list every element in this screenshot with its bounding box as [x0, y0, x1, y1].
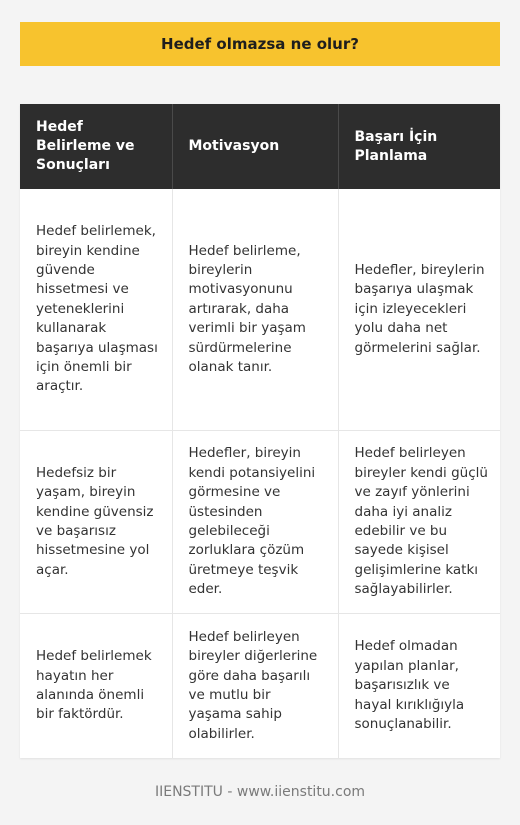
info-table [20, 104, 500, 758]
table-cell: Hedef belirleme, bireylerin motivasyonunu artırarak, daha verimli bir yaşam sürdürmelerine olanak tanır. [172, 189, 338, 431]
page-title: Hedef olmazsa ne olur? [20, 22, 500, 66]
table-cell: Hedefsiz bir yaşam, bireyin kendine güvensiz ve başarısız hissetmesine yol açar. [20, 431, 172, 614]
table-cell: Hedef belirleyen bireyler diğerlerine göre daha başarılı ve mutlu bir yaşama sahip olabilirler. [172, 614, 338, 759]
column-header-goal-setting: Hedef Belirleme ve Sonuçları [20, 104, 172, 189]
table-cell: Hedefler, bireyin kendi potansiyelini görmesine ve üstesinden gelebileceği zorluklara çözüm üretmeye teşvik eder. [172, 431, 338, 614]
table-header-row [20, 104, 500, 189]
column-header-planning: Başarı İçin Planlama [338, 104, 500, 189]
table-row [20, 614, 500, 759]
table-cell: Hedefler, bireylerin başarıya ulaşmak için izleyecekleri yolu daha net görmelerini sağlar. [338, 189, 500, 431]
table-row [20, 431, 500, 614]
footer-credit: IIENSTITU - www.iienstitu.com [154, 784, 366, 800]
table-cell: Hedef belirlemek hayatın her alanında önemli bir faktördür. [20, 614, 172, 759]
table-row [20, 189, 500, 431]
column-header-motivation: Motivasyon [172, 104, 338, 189]
table-cell: Hedef olmadan yapılan planlar, başarısızlık ve hayal kırıklığıyla sonuçlanabilir. [338, 614, 500, 759]
table-cell: Hedef belirleyen bireyler kendi güçlü ve zayıf yönlerini daha iyi analiz edebilir ve bu sayede kişisel gelişimlerine katkı sağlayabilirler. [338, 431, 500, 614]
table-cell: Hedef belirlemek, bireyin kendine güvende hissetmesi ve yeteneklerini kullanarak başarıya ulaşması için önemli bir araçtır. [20, 189, 172, 431]
